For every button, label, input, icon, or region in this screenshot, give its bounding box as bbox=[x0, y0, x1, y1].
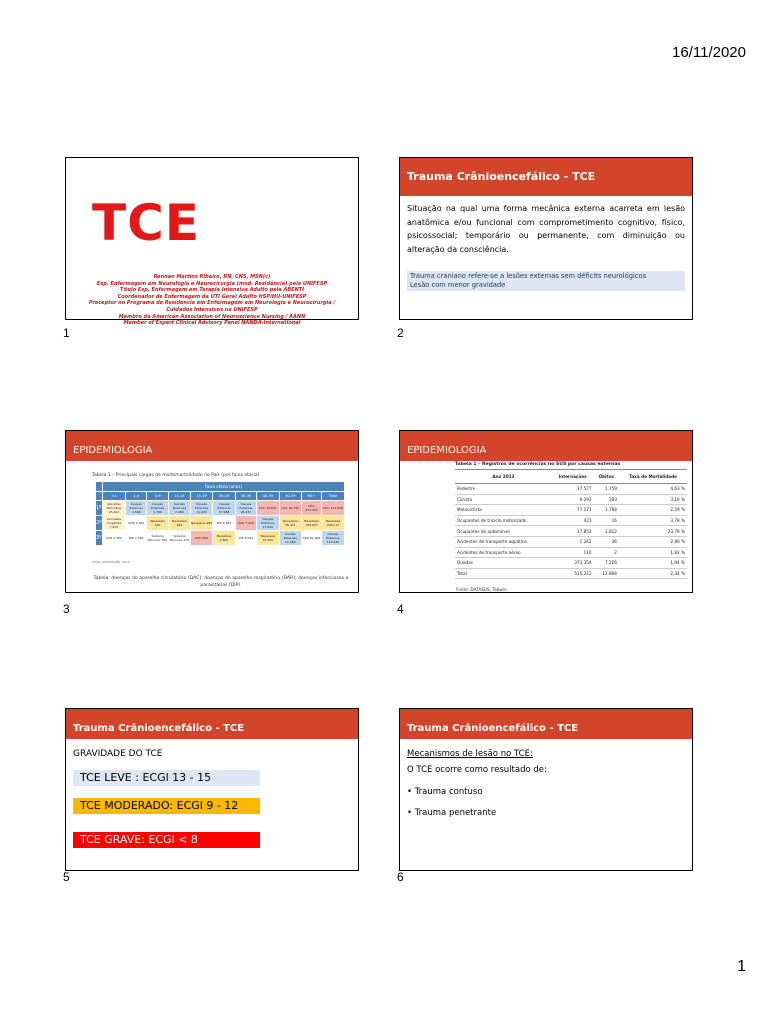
table-cell: 3,16 % bbox=[619, 494, 687, 505]
table-cell: 515.211 bbox=[552, 568, 594, 579]
table-cell: Causas Externas 1.709 bbox=[147, 501, 169, 516]
table-cell: Causas Externas 2.484 bbox=[169, 501, 191, 516]
slide-3-label: 3 bbox=[63, 602, 70, 616]
slide-6 bbox=[399, 708, 693, 871]
table-cell: DAR 2.360 bbox=[102, 531, 126, 546]
table-cell: Causas Externas 17.620 bbox=[257, 516, 279, 531]
table-cell: DIP 5.022 bbox=[235, 531, 256, 546]
table-row bbox=[455, 536, 687, 547]
table-cell: Acidentes de transporte aéreo bbox=[455, 547, 552, 558]
slide-header-title: Trauma Crânioencefálico - TCE bbox=[407, 170, 596, 183]
table-cell: 12.808 bbox=[594, 568, 619, 579]
table-cell: 1.812 bbox=[594, 526, 619, 537]
slide-4 bbox=[399, 430, 693, 593]
slide-2 bbox=[399, 157, 693, 320]
column-header: Taxa de Mortalidade bbox=[619, 470, 687, 484]
mechanisms-intro: O TCE ocorre como resultado de: bbox=[407, 765, 547, 775]
table-cell: 1.342 bbox=[552, 536, 594, 547]
table-cell: Neoplasia 15.309 bbox=[257, 531, 279, 546]
author-line: Rennan Martins Ribeiro, RN, CNS, MSN(c) bbox=[153, 274, 271, 280]
column-header: 40-49 bbox=[257, 492, 279, 501]
column-header: 5-9 bbox=[147, 492, 169, 501]
table-row bbox=[455, 515, 687, 526]
table-cell: Neoplasia 2.865 bbox=[213, 531, 235, 546]
table-cell: Neoplasia 889 bbox=[190, 516, 212, 531]
column-header: 20-29 bbox=[213, 492, 235, 501]
rank-cell: 3º bbox=[96, 531, 103, 546]
note-box bbox=[407, 271, 685, 291]
table-cell: Motociclista bbox=[455, 505, 552, 516]
table-cell: DAR 1.362 bbox=[126, 516, 147, 531]
severity-mild-box: TCE LEVE : ECGl 13 - 15 bbox=[73, 770, 260, 786]
table-cell: Total bbox=[455, 568, 552, 579]
column-header: 30-39 bbox=[235, 492, 256, 501]
table-row bbox=[455, 558, 687, 569]
table-cell: Causas Externas 11.044 bbox=[279, 531, 301, 546]
table-cell: Causas Externas 11.993 bbox=[190, 501, 212, 516]
bullet-item: • Trauma penetrante bbox=[407, 808, 497, 818]
slide-4-label: 4 bbox=[397, 602, 404, 616]
definition-paragraph: Situação na qual uma forma mecânica externa acarreta em lesão anatômica e/ou funcional com comprometimento cognitivo, físico, psicossocial; temporário ou permanente, com diminuição ou alteração da consciência. bbox=[407, 204, 685, 254]
group-header: Faixa etária (anos) bbox=[102, 482, 344, 492]
author-line: Título Esp. Enfermagem em Terapia Intensiva Adulto pela ABENTI bbox=[119, 287, 305, 294]
table-cell: 1,82 % bbox=[619, 547, 687, 558]
column-header: Ano 2013 bbox=[455, 470, 552, 484]
table-cell: 23,79 % bbox=[619, 526, 687, 537]
table-cell: 16 bbox=[594, 515, 619, 526]
author-line: Cuidados Intensivos na UNIFESP bbox=[166, 306, 258, 313]
external-causes-table bbox=[455, 469, 687, 579]
table-cell: 3,78 % bbox=[619, 515, 687, 526]
table-cell: 110 bbox=[552, 547, 594, 558]
author-line: Member of Expert Clinical Advisory Panel NANDA-International bbox=[123, 320, 301, 327]
slide-header bbox=[66, 709, 358, 739]
table-cell: Sistema Nervoso 266 bbox=[147, 531, 169, 546]
table-cell: Ocupantes de automóvel bbox=[455, 526, 552, 537]
slide-6-label: 6 bbox=[397, 870, 404, 884]
document-date: 16/11/2020 bbox=[672, 44, 746, 61]
table-row bbox=[96, 501, 345, 516]
table-cell: Anomalia congênita 7.970 bbox=[102, 516, 126, 531]
table-cell: DAC 271.307 bbox=[302, 501, 322, 516]
table-cell: DAC 60.750 bbox=[279, 501, 301, 516]
table-cell: 17.853 bbox=[552, 526, 594, 537]
table-row bbox=[455, 494, 687, 505]
author-credits bbox=[70, 274, 354, 327]
table-cell: 2,29 % bbox=[619, 505, 687, 516]
table-cell: DAC 659 bbox=[190, 531, 212, 546]
table-cell: Causas Externas 1.596 bbox=[126, 501, 147, 516]
table-cell: Neoplasia 500 bbox=[147, 516, 169, 531]
table-cell: 1.759 bbox=[594, 484, 619, 495]
slide-header bbox=[400, 709, 692, 739]
table-cell: 373.354 bbox=[552, 558, 594, 569]
table-cell: Afecções Perinatais 25.402 bbox=[102, 501, 126, 516]
table-cell: 423 bbox=[552, 515, 594, 526]
table-row bbox=[96, 516, 345, 531]
table-cell: 36 bbox=[594, 536, 619, 547]
table-cell: 4,63 % bbox=[619, 484, 687, 495]
slide-header-title: Trauma Crânioencefálico - TCE bbox=[73, 723, 245, 734]
slide-2-label: 2 bbox=[397, 326, 404, 340]
slide-1-title: TCE bbox=[92, 194, 200, 252]
author-line: Preceptor no Programa de Residência em Enfermagem em Neurologia e Neurocirurgia / bbox=[88, 300, 336, 307]
slide-5-label: 5 bbox=[63, 870, 70, 884]
column-header: 50-59 bbox=[279, 492, 301, 501]
author-line: Coordenador de Enfermagem da UTI Geral Adulto HSP/HU-UNIFESP bbox=[117, 293, 307, 300]
slide-header bbox=[400, 431, 692, 461]
table-cell: 1.768 bbox=[594, 505, 619, 516]
slide-1-label: 1 bbox=[63, 326, 70, 340]
column-header: Total bbox=[321, 492, 344, 501]
table-cell: 9.291 bbox=[552, 494, 594, 505]
table-cell: DAR 81.999 bbox=[302, 531, 322, 546]
severity-severe-box: TCE GRAVE: ECGl < 8 bbox=[73, 832, 260, 848]
severity-moderate-box: TCE MODERADO: ECGl 9 - 12 bbox=[73, 798, 260, 814]
rank-cell: 2º bbox=[96, 516, 103, 531]
table-cell: 2,90 % bbox=[619, 536, 687, 547]
table-cell: 2 bbox=[594, 547, 619, 558]
table-cell: Acidentes de transporte aquático bbox=[455, 536, 552, 547]
table-cell: 283 bbox=[594, 494, 619, 505]
slide-3 bbox=[65, 430, 359, 593]
column-header: Óbitos bbox=[594, 470, 619, 484]
table-cell: DAC 414.098 bbox=[321, 501, 344, 516]
table-cell: 77.171 bbox=[552, 505, 594, 516]
rank-cell: 1º bbox=[96, 501, 103, 516]
column-header: <1 bbox=[102, 492, 126, 501]
table-cell: DIP 2.824 bbox=[213, 516, 235, 531]
column-header: 1-4 bbox=[126, 492, 147, 501]
table-cell: Neoplasia 206.117 bbox=[321, 516, 344, 531]
slide-header bbox=[400, 158, 692, 196]
table-cell: Causas Externas 123.435 bbox=[321, 531, 344, 546]
page-number: 1 bbox=[737, 958, 746, 975]
table-row bbox=[455, 484, 687, 495]
table-cell: 7.226 bbox=[594, 558, 619, 569]
table-cell: Neoplasia 36.447 bbox=[279, 516, 301, 531]
slide-header bbox=[66, 431, 358, 461]
table-cell: Causas Externas 24.437 bbox=[235, 501, 256, 516]
table-cell: DIP 1.002 bbox=[126, 531, 147, 546]
table-cell: Quedas bbox=[455, 558, 552, 569]
slide-header-title: EPIDEMIOLOGIA bbox=[73, 445, 153, 456]
table-cell: Neoplasia 665 bbox=[169, 516, 191, 531]
slide-5 bbox=[65, 708, 359, 871]
table-cell: 2,34 % bbox=[619, 568, 687, 579]
table-cell: Sistema Nervoso 339 bbox=[169, 531, 191, 546]
column-header: Internações bbox=[552, 470, 594, 484]
table-row bbox=[455, 547, 687, 558]
table-cell: 1,94 % bbox=[619, 558, 687, 569]
table-source: Fonte: DATASUS, Tabwin. bbox=[456, 587, 508, 592]
note-line: Lesão com menor gravidade bbox=[410, 281, 506, 289]
table-row bbox=[455, 526, 687, 537]
table-legend: Tabela: doenças do aparelho circulatório (DAC); doenças do aparelho respiratório (DAR); doenças infecciosas e parasitárias (DIP). bbox=[93, 576, 349, 588]
slide-1 bbox=[65, 157, 359, 327]
table-cell: Ciclista bbox=[455, 494, 552, 505]
column-header: 60+ bbox=[302, 492, 322, 501]
slide-header-title: EPIDEMIOLOGIA bbox=[407, 445, 487, 456]
author-line: Membro da American Association of Neuroscience Nursing / AANN bbox=[118, 313, 306, 320]
table-row bbox=[455, 568, 687, 579]
table-cell: DAC 30.641 bbox=[257, 501, 279, 516]
table-row bbox=[455, 505, 687, 516]
slide-header-title: Trauma Crânioencefálico - TCE bbox=[407, 723, 579, 734]
column-header: 15-19 bbox=[190, 492, 212, 501]
table-source: Fonte: SIM/SVS/MS, 2010. bbox=[92, 560, 131, 564]
mechanisms-heading: Mecanismos de lesão no TCE: bbox=[407, 749, 533, 759]
table-row bbox=[96, 531, 345, 546]
table-cell: Pedestre bbox=[455, 484, 552, 495]
morbimortality-table bbox=[95, 481, 345, 546]
table-cell: 37.577 bbox=[552, 484, 594, 495]
table-cell: Neoplasia 108.827 bbox=[302, 516, 322, 531]
table-cell: Ocupantes de triciclo motorizado bbox=[455, 515, 552, 526]
table-caption: Tabela 1 – Principais cargas de morbimortalidade no País (por faixa etária) bbox=[92, 473, 260, 478]
table-caption: Tabela 1 – Registros de ocorrências no SUS por causas externas bbox=[455, 462, 621, 467]
table-cell: DAC 7.510 bbox=[235, 516, 256, 531]
note-line: Trauma craniano refere-se a lesões externas sem déficits neurológicos bbox=[410, 272, 647, 280]
table-cell: Causas Externas 37.988 bbox=[213, 501, 235, 516]
severity-subtitle: GRAVIDADE DO TCE bbox=[73, 749, 163, 759]
bullet-item: • Trauma contuso bbox=[407, 787, 483, 797]
author-line: Esp. Enfermagem em Neurologia e Neurocirurgia (mod. Residência) pela UNIFESP bbox=[96, 280, 328, 287]
column-header: 10-14 bbox=[169, 492, 191, 501]
